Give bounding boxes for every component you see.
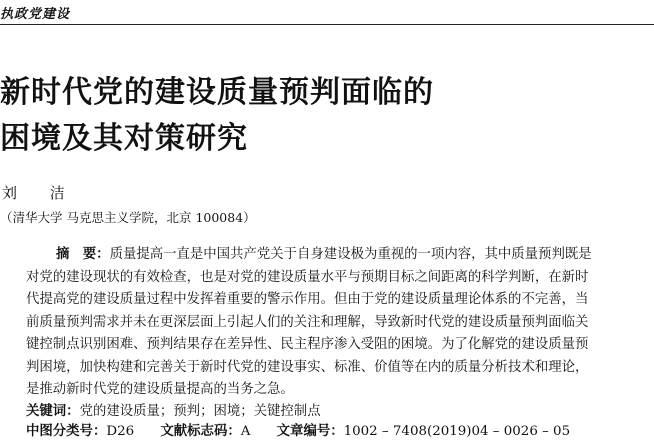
abstract-label: 摘 要： [56,247,110,262]
article-number-value: 1002 – 7408(2019)04 – 0026 – 05 [343,424,571,439]
abstract-text: 质量提高一直是中国共产党关于自身建设极为重视的一项内容，其中质量预判既是 [109,247,592,262]
header-divider [0,24,654,25]
author-affiliation: （清华大学 马克思主义学院，北京 100084） [0,210,256,225]
clc-label: 中图分类号： [26,424,107,439]
abstract-line: 代提高党的建设质量过程中发挥着重要的警示作用。但由于党的建设质量理论体系的不完善，当 [26,292,589,307]
keywords [26,400,636,419]
article-title [0,70,640,162]
keywords-text: 党的建设质量；预判；困境；关键控制点 [79,404,321,419]
doc-code-value: A [240,424,251,439]
keywords-label: 关键词： [26,404,80,419]
abstract-line: 前质量预判需求并未在更深层面上引起人们的关注和理解，导致新时代党的建设质量预判面临关 [26,314,589,330]
title-line-1: 新时代党的建设质量预判面临的 [0,75,434,110]
abstract [26,244,636,402]
clc-value: D26 [106,424,135,439]
article-number-label: 文章编号： [276,424,344,439]
abstract-line [26,244,636,267]
author-name: 刘 洁 [2,184,79,202]
title-line-2: 困境及其对策研究 [0,121,248,156]
running-header [0,2,654,26]
abstract-line: 键控制点识别困难、预判结果存在差异性、民主程序渗入受阻的困境。为了化解党的建设质量预 [26,337,589,352]
abstract-line: 判困境，加快构建和完善关于新时代党的建设事实、标准、价值等在内的质量分析技术和理论， [26,359,589,375]
abstract-line: 对党的建设现状的有效检查，也是对党的建设质量水平与预期目标之间距离的科学判断，在新时 [26,269,589,285]
doc-code-label: 文献标志码： [160,424,241,439]
section-label: 执政党建设 [0,7,71,22]
article-metadata [26,420,646,439]
abstract-line: 是推动新时代党的建设质量提高的当务之急。 [26,382,294,397]
